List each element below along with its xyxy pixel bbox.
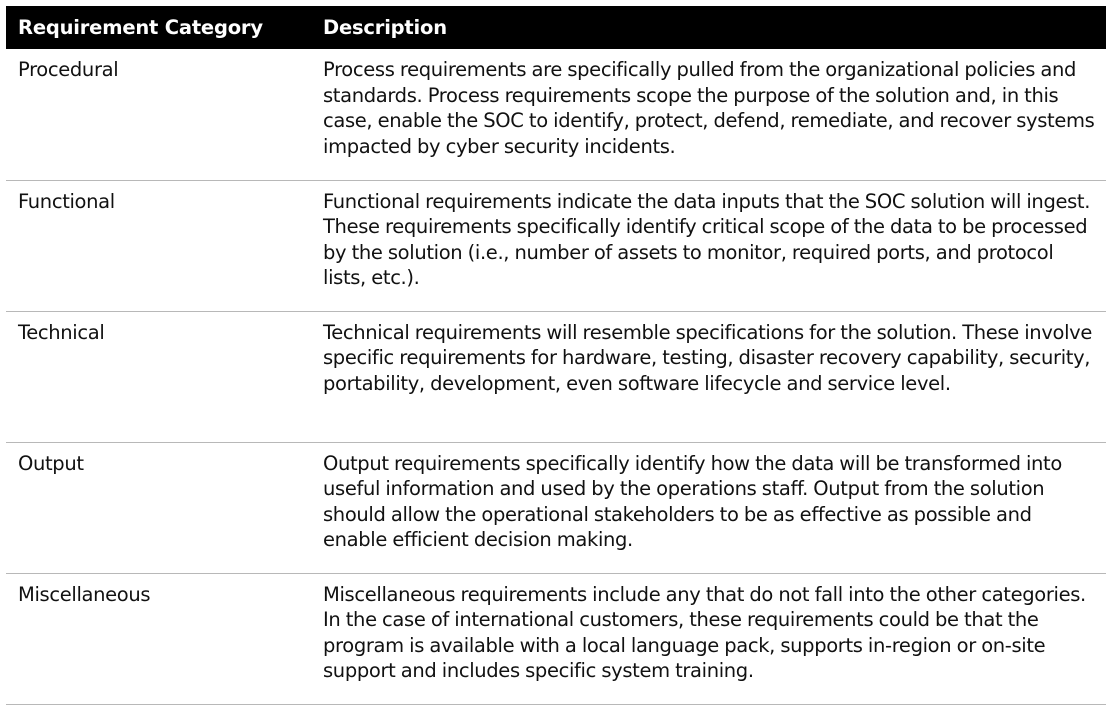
header-requirement-category: Requirement Category	[18, 16, 263, 39]
category-cell: Procedural	[6, 49, 311, 180]
description-cell: Technical requirements will resemble specifications for the solution. These involve specific requirements for hardware, testing, disaster recovery capability, security, portability, development, even software lifecycle and service level.	[311, 311, 1106, 442]
category-cell: Functional	[6, 180, 311, 311]
description-cell: Miscellaneous requirements include any that do not fall into the other categories. In the case of international customers, these requirements could be that the program is available with a local language pack, supports in-region or on-site support and includes specific system training.	[311, 573, 1106, 704]
category-cell: Technical	[6, 311, 311, 442]
table-row	[6, 49, 1106, 180]
header-row	[6, 6, 1106, 49]
description-cell: Process requirements are specifically pulled from the organizational policies and standards. Process requirements scope the purpose of the solution and, in this case, enable the SOC to identify, protect, defend, remediate, and recover systems impacted by cyber security incidents.	[311, 49, 1106, 180]
category-cell: Output	[6, 442, 311, 573]
header-description: Description	[323, 16, 447, 39]
table-row	[6, 442, 1106, 573]
table-header	[6, 6, 1106, 49]
table-row	[6, 180, 1106, 311]
table-row	[6, 573, 1106, 704]
description-cell: Functional requirements indicate the data inputs that the SOC solution will ingest. These requirements specifically identify critical scope of the data to be processed by the solution (i.e., number of assets to monitor, required ports, and protocol lists, etc.).	[311, 180, 1106, 311]
table-body	[6, 49, 1106, 704]
requirements-table	[6, 6, 1106, 705]
category-cell: Miscellaneous	[6, 573, 311, 704]
table-row	[6, 311, 1106, 442]
description-cell: Output requirements specifically identify how the data will be transformed into useful information and used by the operations staff. Output from the solution should allow the operational stakeholders to be as effective as possible and enable efficient decision making.	[311, 442, 1106, 573]
